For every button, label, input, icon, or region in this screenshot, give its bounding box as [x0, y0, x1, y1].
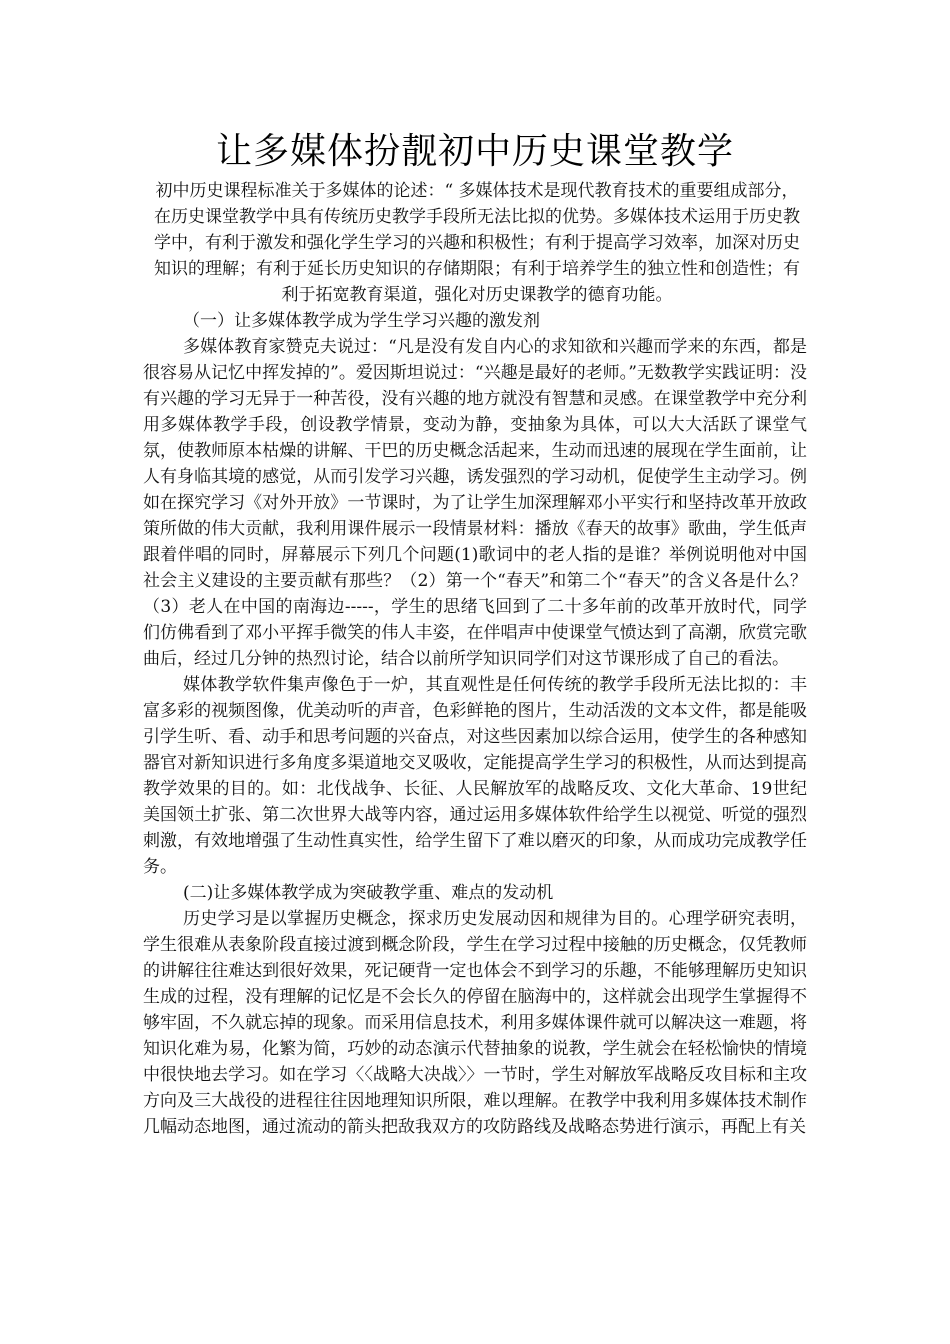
intro-paragraph: 初中历史课程标准关于多媒体的论述：“ 多媒体技术是现代教育技术的重要组成部分，在历史课堂教学中具有传统历史教学手段所无法比拟的优势。多媒体技术运用于历史教学中，有利于激发和强化学生学习的兴趣和积极性；有利于提高学习效率，加深对历史知识的理解；有利于延长历史知识的存储期限；有利于培养学生的独立性和创造性；有利于拓宽教育渠道，强化对历史课教学的德育功能。 — [154, 181, 800, 305]
document-title: 让多媒体扮靓初中历史课堂教学 — [215, 131, 734, 172]
section-1-paragraph-1: 多媒体教育家赞克夫说过：“凡是没有发自内心的求知欲和兴趣而学来的东西，都是很容易从记忆中挥发掉的”。爱因斯坦说过：“兴趣是最好的老师。”无数教学实践证明：没有兴趣的学习无异于一种苦役，没有兴趣的地方就没有智慧和灵感。在课堂教学中充分利用多媒体教学手段，创设教学情景，变动为静，变抽象为具体，可以大大活跃了课堂气氛，使教师原本枯燥的讲解、干巴的历史概念活起来，生动而迅速的展现在学生面前，让人有身临其境的感觉，从而引发学习兴趣，诱发强烈的学习动机，促使学生主动学习。例如在探究学习《对外开放》一节课时，为了让学生加深理解邓小平实行和坚持改革开放政策所做的伟大贡献，我利用课件展示一段情景材料：播放《春天的故事》歌曲，学生低声跟着伴唱的同时，屏幕展示下列几个问题(1)歌词中的老人指的是谁？举例说明他对中国社会主义建设的主要贡献有那些？（2）第一个“春天”和第二个“春天”的含义各是什么？（3）老人在中国的南海边-----，学生的思绪飞回到了二十多年前的改革开放时代，同学们仿佛看到了邓小平挥手微笑的伟人丰姿，在伴唱声中使课堂气愤达到了高潮，欣赏完歌曲后，经过几分钟的热烈讨论，结合以前所学知识同学们对这节课形成了自己的看法。 — [143, 337, 807, 669]
section-heading-1: （一）让多媒体教学成为学生学习兴趣的激发剂 — [183, 311, 540, 331]
document-body — [143, 128, 807, 1140]
section-2-paragraph-1: 历史学习是以掌握历史概念，探求历史发展动因和规律为目的。心理学研究表明，学生很难从表象阶段直接过渡到概念阶段，学生在学习过程中接触的历史概念，仅凭教师的讲解往往难达到很好效果，死记硬背一定也体会不到学习的乐趣，不能够理解历史知识生成的过程，没有理解的记忆是不会长久的停留在脑海中的，这样就会出现学生掌握得不够牢固，不久就忘掉的现象。而采用信息技术，利用多媒体课件就可以解决这一难题，将知识化难为易，化繁为简，巧妙的动态演示代替抽象的说教，学生就会在轻松愉快的情境中很快地去学习。如在学习〈〈战略大决战〉〉一节时，学生对解放军战略反攻目标和主攻方向及三大战役的进程往往因地理知识所限，难以理解。在教学中我利用多媒体技术制作几幅动态地图，通过流动的箭头把敌我双方的攻防路线及战略态势进行演示，再配上有关 — [143, 909, 807, 1137]
section-1-paragraph-2: 媒体教学软件集声像色于一炉，其直观性是任何传统的教学手段所无法比拟的：丰富多彩的视频图像，优美动听的声音，色彩鲜艳的图片，生动活泼的文本文件，都是能吸引学生听、看、动手和思考问题的兴奋点，对这些因素加以综合运用，使学生的各种感知器官对新知识进行多角度多渠道地交叉吸收，定能提高学生学习的积极性，从而达到提高教学效果的目的。如：北伐战争、长征、人民解放军的战略反攻、文化大革命、19世纪美国领土扩张、第二次世界大战等内容，通过运用多媒体软件给学生以视觉、听觉的强烈刺激，有效地增强了生动性真实性，给学生留下了难以磨灭的印象，从而成功完成教学任务。 — [143, 675, 807, 877]
section-heading-2: (二)让多媒体教学成为突破教学重、难点的发动机 — [183, 883, 554, 903]
